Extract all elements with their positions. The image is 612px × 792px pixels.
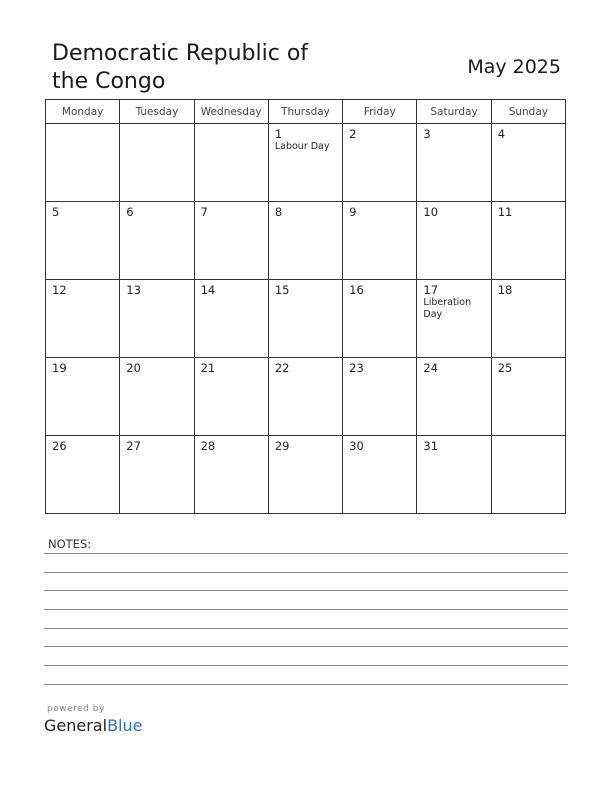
brand-name-part1: General [44,716,108,735]
notes-label: NOTES: [48,537,92,551]
notes-line [44,553,568,554]
day-number: 5 [52,205,60,219]
calendar-day-cell [343,358,417,436]
calendar-day-cell [46,124,120,202]
day-number: 18 [497,283,513,297]
calendar-day-cell [343,280,417,358]
calendar-day-cell [120,280,194,358]
calendar-day-cell [417,358,491,436]
calendar-day-cell [268,124,342,202]
day-number: 9 [349,205,357,219]
calendar-week-row [46,202,566,280]
calendar-grid [45,99,566,514]
powered-by-label: powered by [47,704,105,714]
holiday-label: Labour Day [274,141,330,152]
day-number: 11 [497,205,513,219]
calendar-day-cell [194,358,268,436]
calendar-day-cell [491,280,565,358]
calendar-day-cell [194,280,268,358]
weekday-header: Tuesday [120,100,194,124]
calendar-day-cell [120,436,194,514]
day-number: 15 [274,283,290,297]
day-number: 10 [423,205,439,219]
calendar-day-cell [343,436,417,514]
calendar-day-cell [417,124,491,202]
day-number: 3 [423,127,431,141]
calendar-week-row [46,436,566,514]
weekday-header: Friday [343,100,417,124]
calendar-week-row [46,124,566,202]
weekday-header: Saturday [417,100,491,124]
calendar-day-cell [491,358,565,436]
calendar-day-cell [343,202,417,280]
calendar-body [46,124,566,514]
calendar-title [52,40,352,96]
calendar-day-cell [417,280,491,358]
calendar-week-row [46,280,566,358]
day-number: 19 [52,361,67,375]
day-number: 4 [497,127,506,141]
calendar-day-cell [46,280,120,358]
calendar-day-cell [491,436,565,514]
notes-line [44,665,568,666]
weekday-header: Sunday [491,100,565,124]
notes-line [44,646,568,647]
calendar-day-cell [120,202,194,280]
calendar-day-cell [417,202,491,280]
weekday-header: Thursday [268,100,342,124]
calendar-day-cell [46,202,120,280]
calendar-week-row [46,358,566,436]
weekday-header-row [46,100,566,124]
day-number: 22 [274,361,290,375]
day-number: 25 [497,361,513,375]
day-number: 14 [200,283,216,297]
notes-line [44,590,568,591]
day-number: 30 [349,439,364,453]
day-number: 20 [126,361,141,375]
day-number: 13 [126,283,141,297]
month-year-label: May 2025 [467,56,561,78]
title-line-2: the Congo [52,69,166,94]
calendar-day-cell [46,358,120,436]
notes-line [44,684,568,685]
notes-line [44,628,568,629]
day-number: 6 [126,205,134,219]
calendar-day-cell [268,280,342,358]
day-number: 16 [349,283,364,297]
brand-name-part2: Blue [107,716,143,735]
calendar-day-cell [417,436,491,514]
brand-logo [44,716,142,735]
calendar-day-cell [491,124,565,202]
calendar-day-cell [46,436,120,514]
calendar-day-cell [120,358,194,436]
notes-line [44,572,568,573]
calendar-day-cell [194,202,268,280]
day-number: 23 [349,361,364,375]
title-line-1: Democratic Republic of [52,41,309,66]
weekday-header: Wednesday [194,100,268,124]
calendar-day-cell [268,202,342,280]
day-number: 29 [274,439,290,453]
day-number: 26 [52,439,67,453]
day-number: 1 [274,127,283,141]
day-number: 21 [200,361,216,375]
calendar-day-cell [194,436,268,514]
day-number: 31 [423,439,439,453]
day-number: 28 [200,439,216,453]
calendar-day-cell [120,124,194,202]
day-number: 27 [126,439,141,453]
calendar-day-cell [343,124,417,202]
day-number: 24 [423,361,439,375]
day-number: 7 [200,205,208,219]
calendar-day-cell [194,124,268,202]
day-number: 2 [349,127,357,141]
day-number: 17 [423,283,439,297]
day-number: 12 [52,283,67,297]
calendar-day-cell [268,358,342,436]
weekday-header: Monday [46,100,120,124]
calendar-day-cell [268,436,342,514]
day-number: 8 [274,205,283,219]
calendar-day-cell [491,202,565,280]
notes-line [44,609,568,610]
holiday-label: Liberation Day [423,297,472,320]
